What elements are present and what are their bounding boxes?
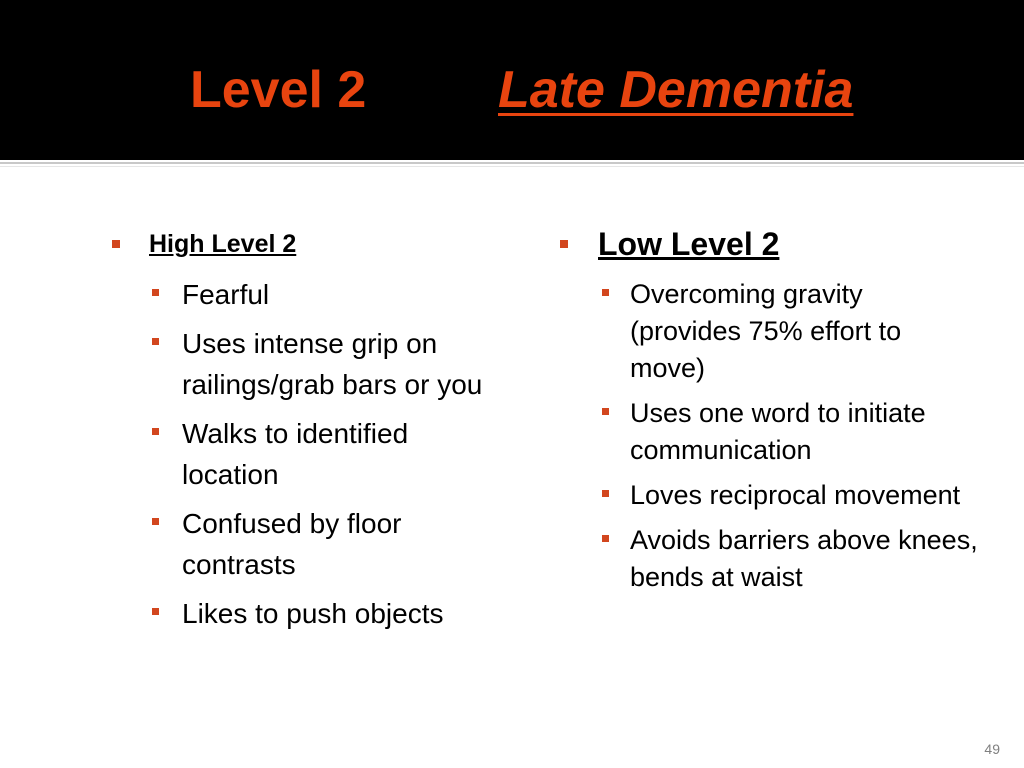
column-header <box>560 222 980 266</box>
column-header-label: High Level 2 <box>149 230 297 258</box>
list-item-text: Avoids barriers above knees, bends at waist <box>630 525 978 592</box>
square-bullet-icon <box>602 289 609 296</box>
list-item <box>152 323 492 405</box>
column-low-level-2 <box>560 222 980 604</box>
list-item <box>152 593 492 634</box>
list-item-text: Walks to identified location <box>182 418 409 490</box>
list-item <box>602 395 980 469</box>
column-header <box>112 224 492 264</box>
square-bullet-icon <box>152 428 159 435</box>
column-high-level-2 <box>112 224 492 642</box>
square-bullet-icon <box>602 408 609 415</box>
square-bullet-icon <box>152 518 159 525</box>
list-item <box>152 274 492 315</box>
title-bar <box>0 0 1024 160</box>
square-bullet-icon <box>152 289 159 296</box>
list-item-text: Confused by floor contrasts <box>182 508 402 580</box>
list-item <box>152 503 492 585</box>
list-item <box>602 276 980 387</box>
square-bullet-icon <box>602 490 609 497</box>
column-header-label: Low Level 2 <box>598 226 780 262</box>
list-item-text: Uses intense grip on railings/grab bars or you <box>182 328 483 400</box>
list-item-text: Loves reciprocal movement <box>630 480 961 510</box>
list-item-text: Fearful <box>182 279 270 310</box>
square-bullet-icon <box>152 338 159 345</box>
page-number: 49 <box>984 741 1000 757</box>
square-bullet-icon <box>152 608 159 615</box>
square-bullet-icon <box>112 240 120 248</box>
title-divider <box>0 162 1024 164</box>
list-item-text: Overcoming gravity (provides 75% effort to move) <box>630 279 902 383</box>
title-divider-thin <box>0 166 1024 167</box>
slide-title-level: Level 2 <box>190 61 367 119</box>
list-item <box>152 413 492 495</box>
list-item-text: Uses one word to initiate communication <box>630 398 926 465</box>
bullet-list <box>602 276 980 596</box>
list-item-text: Likes to push objects <box>182 598 444 629</box>
bullet-list <box>152 274 492 634</box>
list-item <box>602 522 980 596</box>
slide-title-stage: Late Dementia <box>498 61 854 119</box>
square-bullet-icon <box>602 535 609 542</box>
square-bullet-icon <box>560 240 568 248</box>
list-item <box>602 477 980 514</box>
